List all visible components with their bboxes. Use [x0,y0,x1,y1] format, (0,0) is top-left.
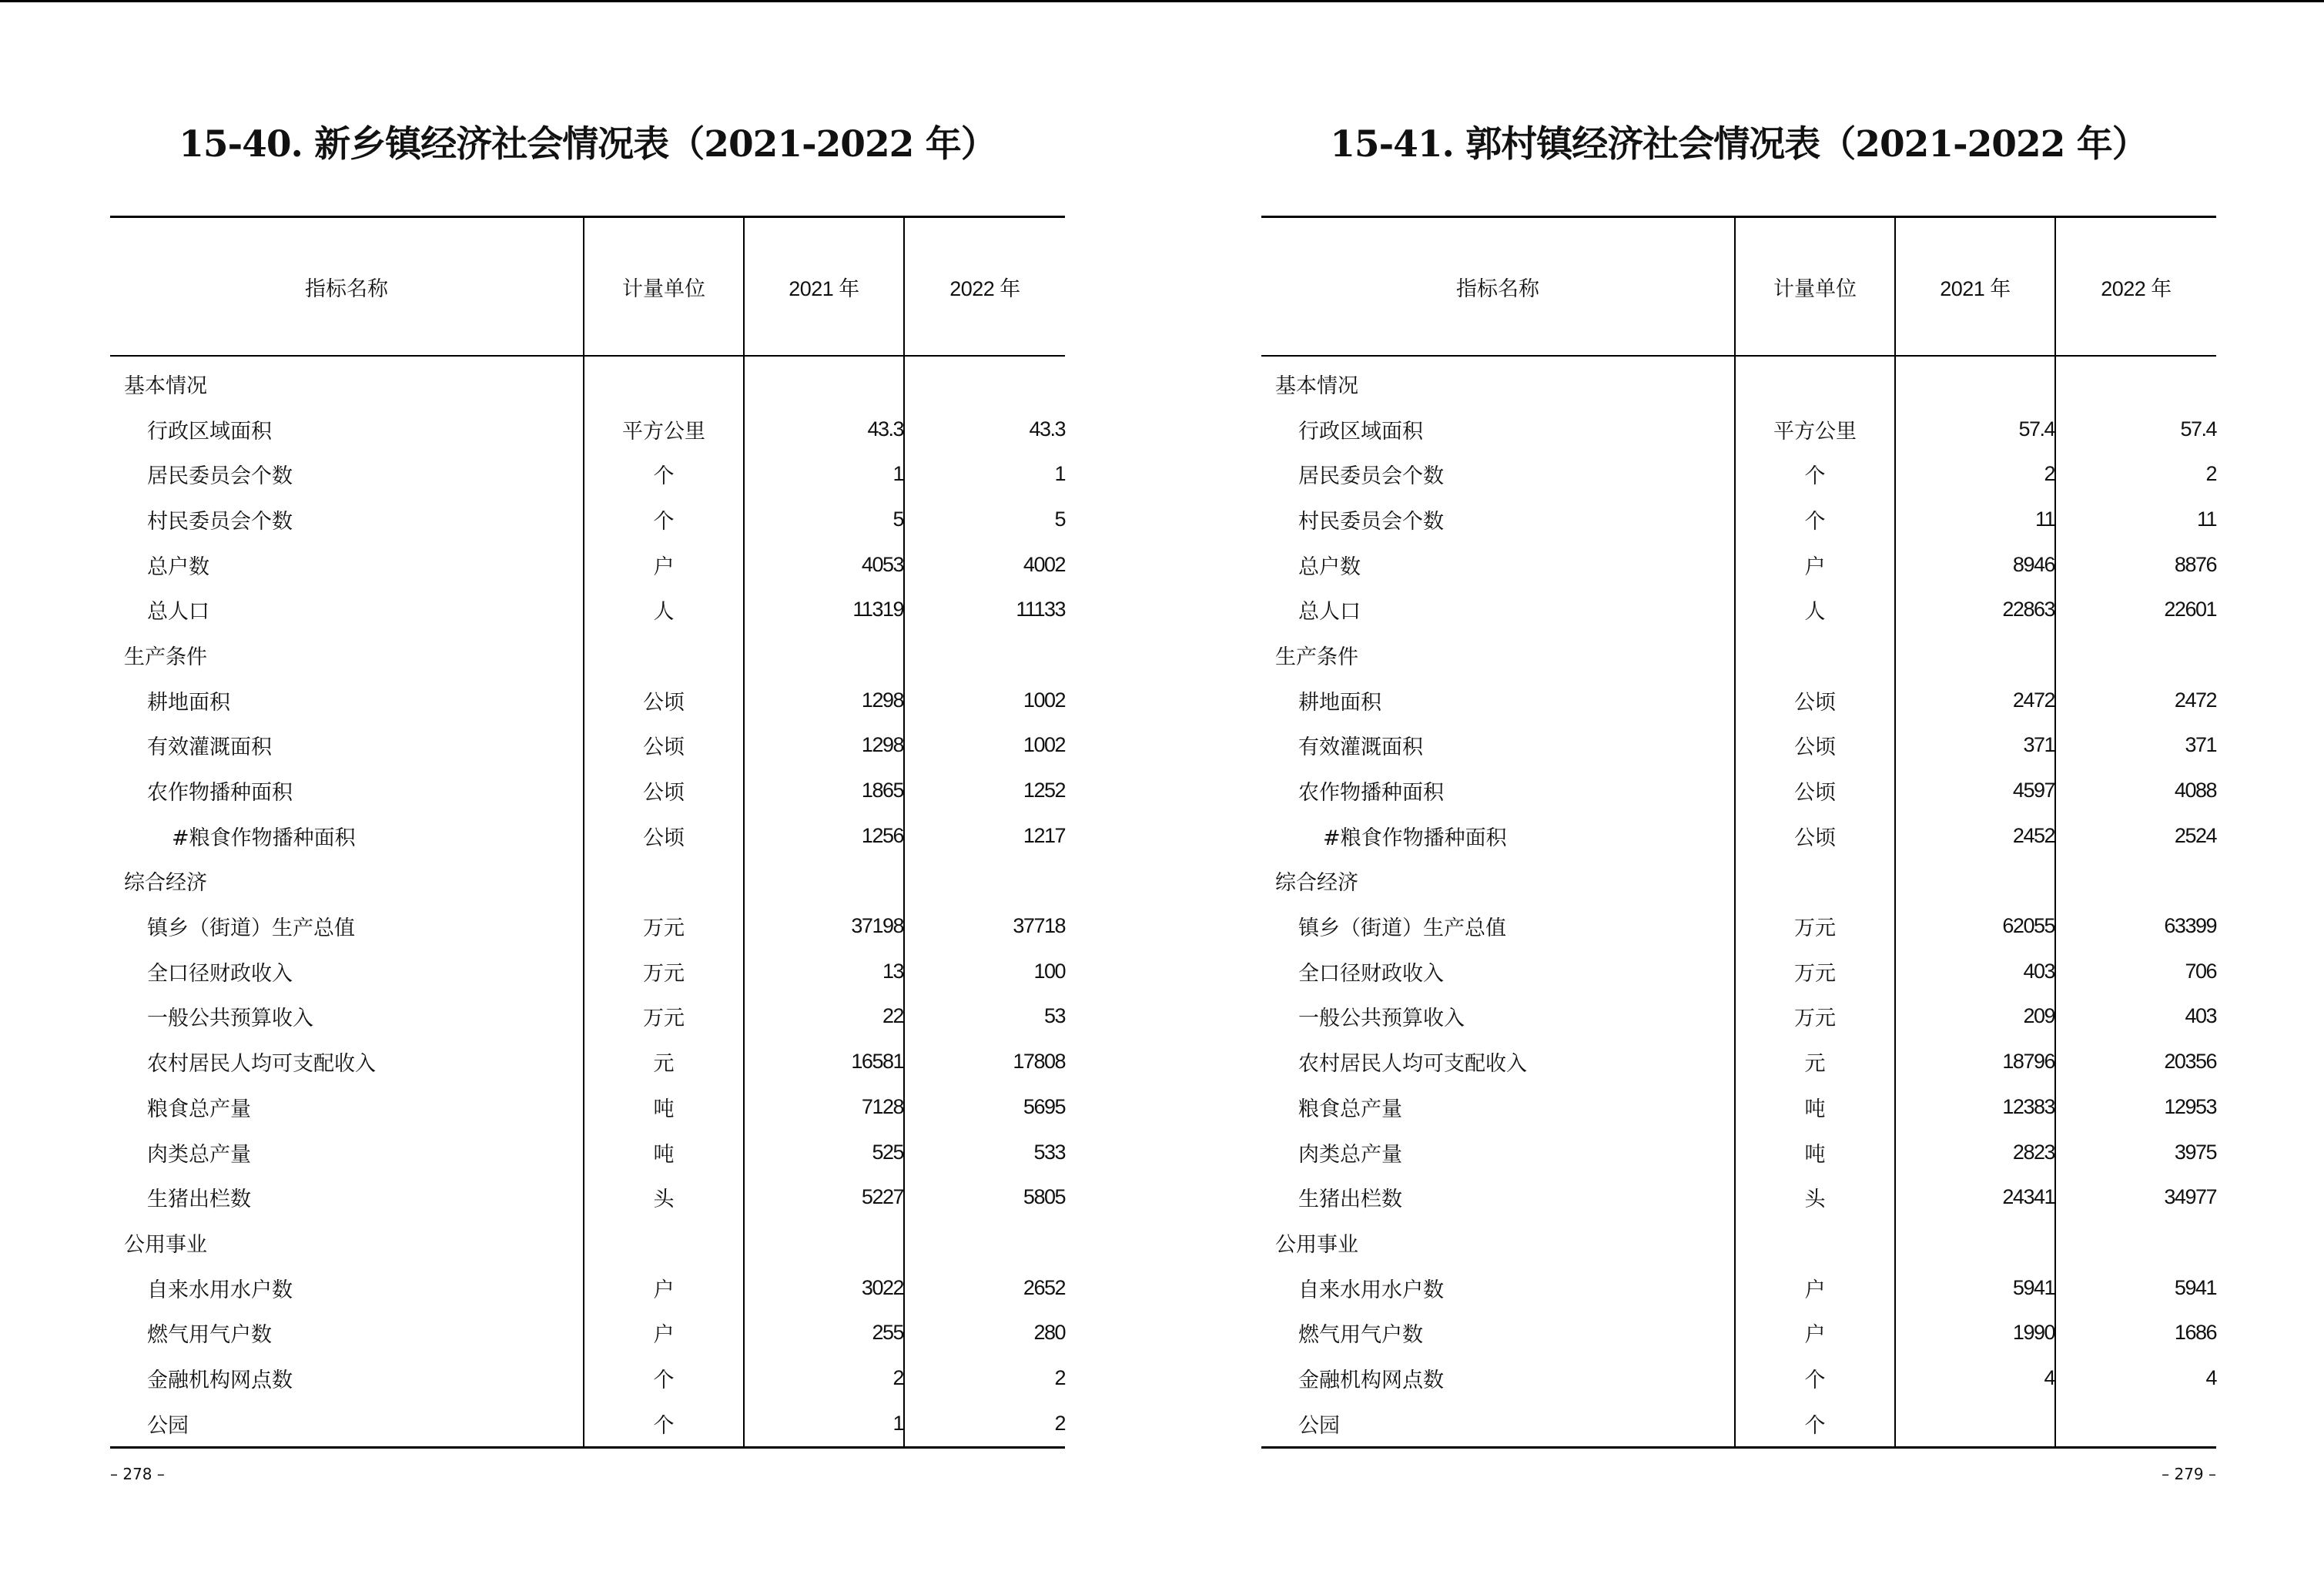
indicator-name-cell: 公园 [1298,1413,1340,1438]
value-2021-cell: 16581 [744,1039,904,1084]
unit-cell: 户 [1735,1265,1895,1311]
table-row [1261,1401,2216,1447]
table-row [110,949,1065,994]
value-2021-cell: 22863 [1895,587,2055,632]
value-2021-cell: 403 [1895,949,2055,994]
value-2021-cell: 4053 [744,542,904,588]
page-number: – 279 – [2162,1465,2216,1483]
value-2022-cell: 17808 [904,1039,1065,1084]
unit-cell: 个 [584,1401,744,1447]
table-body [110,356,1065,1447]
indicator-name-cell: 农村居民人均可支配收入 [1298,1052,1527,1077]
value-2022-cell: 2652 [904,1265,1065,1311]
value-2021-cell: 1256 [744,813,904,859]
indicator-name-cell: 公用事业 [124,1232,207,1257]
header-row [110,217,1065,357]
unit-cell: 公顷 [1735,678,1895,723]
value-2022-cell: 8876 [2055,542,2216,588]
table-row [110,1174,1065,1220]
indicator-name-cell: #粮食作物播种面积 [172,826,356,850]
indicator-name-cell: 综合经济 [124,871,207,896]
value-2021-cell: 2452 [1895,813,2055,859]
indicator-name-cell: 镇乡（街道）生产总值 [1298,916,1506,941]
table-row [110,723,1065,769]
indicator-name-cell: 一般公共预算收入 [147,1007,313,1031]
table-row [110,994,1065,1040]
value-2021-cell: 371 [1895,723,2055,769]
value-2021-cell [744,1220,904,1265]
unit-cell: 公顷 [584,723,744,769]
indicator-name-cell: 居民委员会个数 [1298,464,1444,489]
value-2022-cell: 4 [2055,1355,2216,1401]
value-2021-cell: 62055 [1895,903,2055,949]
value-2022-cell [2055,356,2216,407]
table-row [110,1084,1065,1130]
unit-cell: 人 [584,587,744,632]
value-2022-cell: 1 [904,451,1065,497]
value-2022-cell: 63399 [2055,903,2216,949]
indicator-name-cell: 行政区域面积 [1298,419,1423,444]
value-2021-cell [1895,632,2055,678]
unit-cell: 万元 [584,949,744,994]
indicator-name-cell: 农村居民人均可支配收入 [147,1052,376,1077]
value-2022-cell [904,632,1065,678]
value-2022-cell: 5 [904,497,1065,542]
value-2022-cell: 1002 [904,678,1065,723]
value-2021-cell: 1298 [744,723,904,769]
table-row [110,768,1065,813]
unit-cell: 万元 [584,903,744,949]
indicator-name-cell: 农作物播种面积 [147,781,293,806]
unit-cell: 吨 [1735,1084,1895,1130]
section-row [1261,632,2216,678]
unit-cell: 个 [1735,451,1895,497]
unit-cell: 平方公里 [1735,407,1895,452]
value-2022-cell: 1686 [2055,1310,2216,1355]
unit-cell [1735,632,1895,678]
value-2022-cell: 371 [2055,723,2216,769]
indicator-name-cell: 自来水用水户数 [1298,1278,1444,1302]
value-2022-cell: 22601 [2055,587,2216,632]
value-2021-cell: 8946 [1895,542,2055,588]
unit-cell: 公顷 [584,768,744,813]
table-row [110,407,1065,452]
table-title: 15-41. 郭村镇经济社会情况表（2021-2022 年） [1330,123,2148,166]
unit-cell [1735,356,1895,407]
value-2021-cell: 1298 [744,678,904,723]
value-2021-cell [744,356,904,407]
unit-cell: 万元 [1735,949,1895,994]
indicator-name-cell: 村民委员会个数 [1298,509,1444,534]
value-2022-cell: 403 [2055,994,2216,1040]
unit-cell [584,859,744,904]
value-2022-cell: 11 [2055,497,2216,542]
value-2021-cell [1895,859,2055,904]
unit-cell: 公顷 [1735,768,1895,813]
header-unit: 计量单位 [1735,217,1895,357]
unit-cell: 公顷 [584,813,744,859]
value-2022-cell: 2 [2055,451,2216,497]
table-row [1261,1130,2216,1175]
indicator-name-cell: 有效灌溉面积 [147,735,272,760]
unit-cell: 万元 [584,994,744,1040]
indicator-name-cell: 粮食总产量 [147,1097,251,1121]
table-body [1261,356,2216,1447]
value-2022-cell [2055,1401,2216,1447]
unit-cell: 户 [1735,1310,1895,1355]
value-2021-cell [744,859,904,904]
value-2022-cell: 34977 [2055,1174,2216,1220]
indicator-name-cell: 公园 [147,1413,189,1438]
value-2022-cell: 1002 [904,723,1065,769]
value-2021-cell: 57.4 [1895,407,2055,452]
value-2022-cell: 5695 [904,1084,1065,1130]
unit-cell [584,1220,744,1265]
value-2022-cell: 3975 [2055,1130,2216,1175]
value-2022-cell: 2 [904,1355,1065,1401]
table-row [1261,723,2216,769]
unit-cell [1735,859,1895,904]
section-row [110,632,1065,678]
table-row [110,1355,1065,1401]
table-row [1261,1039,2216,1084]
table-row [110,1310,1065,1355]
value-2022-cell: 5941 [2055,1265,2216,1311]
table-row [1261,497,2216,542]
section-row [110,356,1065,407]
section-row [1261,356,2216,407]
table-row [110,903,1065,949]
table-row [1261,1265,2216,1311]
stats-table [1261,216,2216,1449]
unit-cell: 吨 [584,1084,744,1130]
unit-cell: 公顷 [584,678,744,723]
value-2022-cell: 11133 [904,587,1065,632]
unit-cell [1735,1220,1895,1265]
indicator-name-cell: 耕地面积 [147,690,230,715]
section-row [110,1220,1065,1265]
value-2022-cell: 1217 [904,813,1065,859]
table-row [110,451,1065,497]
indicator-name-cell: 粮食总产量 [1298,1097,1402,1121]
value-2022-cell: 37718 [904,903,1065,949]
table-row [1261,994,2216,1040]
value-2021-cell: 1865 [744,768,904,813]
value-2022-cell: 57.4 [2055,407,2216,452]
table-row [1261,949,2216,994]
indicator-name-cell: 综合经济 [1275,871,1358,896]
indicator-name-cell: 肉类总产量 [147,1142,251,1167]
unit-cell [584,632,744,678]
value-2022-cell [904,1220,1065,1265]
value-2021-cell: 43.3 [744,407,904,452]
value-2022-cell: 1252 [904,768,1065,813]
indicator-name-cell: 居民委员会个数 [147,464,293,489]
indicator-name-cell: 总户数 [1298,554,1361,579]
unit-cell: 户 [584,1265,744,1311]
value-2022-cell: 43.3 [904,407,1065,452]
value-2022-cell [904,356,1065,407]
table-row [1261,678,2216,723]
value-2021-cell: 18796 [1895,1039,2055,1084]
unit-cell: 个 [584,497,744,542]
table-row [110,1401,1065,1447]
table-row [1261,587,2216,632]
unit-cell: 个 [584,451,744,497]
header-unit: 计量单位 [584,217,744,357]
table-row [110,1265,1065,1311]
indicator-name-cell: 总人口 [1298,600,1361,625]
unit-cell: 个 [1735,497,1895,542]
value-2022-cell: 2472 [2055,678,2216,723]
value-2021-cell: 2823 [1895,1130,2055,1175]
header-year-2022: 2022 年 [2055,217,2216,357]
indicator-name-cell: 总人口 [147,600,209,625]
indicator-name-cell: 行政区域面积 [147,419,272,444]
indicator-name-cell: 生产条件 [124,645,207,669]
table-row [1261,542,2216,588]
indicator-name-cell: 村民委员会个数 [147,509,293,534]
unit-cell: 头 [1735,1174,1895,1220]
table-row [110,542,1065,588]
table-row [1261,903,2216,949]
table-row [1261,407,2216,452]
indicator-name-cell: 全口径财政收入 [1298,961,1444,986]
indicator-name-cell: 肉类总产量 [1298,1142,1402,1167]
unit-cell: 户 [584,542,744,588]
value-2021-cell: 4 [1895,1355,2055,1401]
indicator-name-cell: 公用事业 [1275,1232,1358,1257]
value-2021-cell: 525 [744,1130,904,1175]
header-indicator-name: 指标名称 [110,217,584,357]
indicator-name-cell: 燃气用气户数 [1298,1323,1423,1348]
table-row [1261,451,2216,497]
unit-cell: 元 [1735,1039,1895,1084]
unit-cell: 头 [584,1174,744,1220]
value-2022-cell: 2 [904,1401,1065,1447]
value-2021-cell: 7128 [744,1084,904,1130]
value-2022-cell: 53 [904,994,1065,1040]
value-2022-cell: 12953 [2055,1084,2216,1130]
indicator-name-cell: 金融机构网点数 [147,1368,293,1392]
unit-cell: 吨 [584,1130,744,1175]
left-page [110,0,1065,1588]
indicator-name-cell: 镇乡（街道）生产总值 [147,916,355,941]
unit-cell: 吨 [1735,1130,1895,1175]
unit-cell: 户 [584,1310,744,1355]
indicator-name-cell: 基本情况 [1275,374,1358,398]
value-2021-cell: 1 [744,1401,904,1447]
value-2022-cell: 280 [904,1310,1065,1355]
indicator-name-cell: 总户数 [147,554,209,579]
stats-table [110,216,1065,1449]
value-2021-cell: 3022 [744,1265,904,1311]
table-row [110,1130,1065,1175]
value-2021-cell: 12383 [1895,1084,2055,1130]
indicator-name-cell: 一般公共预算收入 [1298,1007,1465,1031]
value-2021-cell: 2 [1895,451,2055,497]
table-row [1261,1174,2216,1220]
value-2022-cell: 4088 [2055,768,2216,813]
value-2022-cell: 5805 [904,1174,1065,1220]
indicator-name-cell: 生产条件 [1275,645,1358,669]
header-year-2021: 2021 年 [744,217,904,357]
value-2021-cell [1895,1220,2055,1265]
table-row [1261,1084,2216,1130]
page-number: – 278 – [110,1465,165,1483]
unit-cell: 个 [584,1355,744,1401]
table-row [110,1039,1065,1084]
indicator-name-cell: 农作物播种面积 [1298,781,1444,806]
header-row [1261,217,2216,357]
unit-cell [584,356,744,407]
value-2021-cell: 2 [744,1355,904,1401]
header-indicator-name: 指标名称 [1261,217,1735,357]
table-row [1261,1310,2216,1355]
table-row [110,678,1065,723]
value-2021-cell [1895,1401,2055,1447]
unit-cell: 元 [584,1039,744,1084]
indicator-name-cell: #粮食作物播种面积 [1323,826,1507,850]
section-row [1261,1220,2216,1265]
unit-cell: 万元 [1735,994,1895,1040]
indicator-name-cell: 基本情况 [124,374,207,398]
value-2022-cell [2055,1220,2216,1265]
unit-cell: 公顷 [1735,723,1895,769]
value-2022-cell [2055,632,2216,678]
value-2021-cell: 5941 [1895,1265,2055,1311]
header-year-2021: 2021 年 [1895,217,2055,357]
value-2022-cell: 533 [904,1130,1065,1175]
value-2022-cell: 706 [2055,949,2216,994]
table-row [110,587,1065,632]
value-2022-cell: 100 [904,949,1065,994]
unit-cell: 公顷 [1735,813,1895,859]
value-2021-cell: 11 [1895,497,2055,542]
header-year-2022: 2022 年 [904,217,1065,357]
indicator-name-cell: 有效灌溉面积 [1298,735,1423,760]
indicator-name-cell: 燃气用气户数 [147,1323,272,1348]
table-row [1261,1355,2216,1401]
value-2021-cell: 24341 [1895,1174,2055,1220]
value-2022-cell: 4002 [904,542,1065,588]
value-2021-cell [744,632,904,678]
value-2021-cell: 5227 [744,1174,904,1220]
right-page [1261,0,2216,1588]
value-2021-cell: 37198 [744,903,904,949]
value-2022-cell: 20356 [2055,1039,2216,1084]
unit-cell: 个 [1735,1355,1895,1401]
value-2021-cell: 5 [744,497,904,542]
value-2021-cell: 209 [1895,994,2055,1040]
unit-cell: 户 [1735,542,1895,588]
table-row [110,497,1065,542]
indicator-name-cell: 自来水用水户数 [147,1278,293,1302]
unit-cell: 个 [1735,1401,1895,1447]
table-row [1261,813,2216,859]
unit-cell: 万元 [1735,903,1895,949]
value-2021-cell: 4597 [1895,768,2055,813]
table-row [110,813,1065,859]
table-row [1261,768,2216,813]
indicator-name-cell: 全口径财政收入 [147,961,293,986]
value-2021-cell: 13 [744,949,904,994]
indicator-name-cell: 耕地面积 [1298,690,1381,715]
value-2021-cell: 2472 [1895,678,2055,723]
table-title: 15-40. 新乡镇经济社会情况表（2021-2022 年） [179,123,996,166]
indicator-name-cell: 生猪出栏数 [1298,1188,1402,1212]
value-2022-cell [2055,859,2216,904]
value-2021-cell: 1990 [1895,1310,2055,1355]
indicator-name-cell: 金融机构网点数 [1298,1368,1444,1392]
value-2022-cell [904,859,1065,904]
indicator-name-cell: 生猪出栏数 [147,1188,251,1212]
value-2021-cell [1895,356,2055,407]
section-row [110,859,1065,904]
unit-cell: 人 [1735,587,1895,632]
section-row [1261,859,2216,904]
unit-cell: 平方公里 [584,407,744,452]
value-2022-cell: 2524 [2055,813,2216,859]
value-2021-cell: 11319 [744,587,904,632]
value-2021-cell: 22 [744,994,904,1040]
value-2021-cell: 1 [744,451,904,497]
value-2021-cell: 255 [744,1310,904,1355]
